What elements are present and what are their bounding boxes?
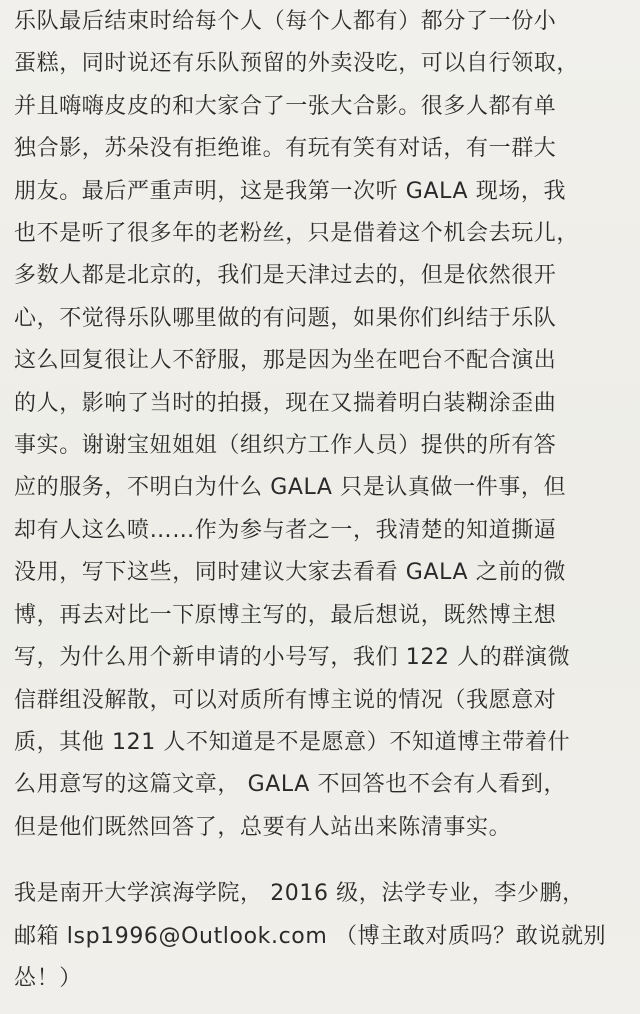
article-paragraph-signature: 我是南开大学滨海学院， 2016 级，法学专业，李少鹏， 邮箱 lsp1996@Outlook.com （博主敢对质吗？敢说就别 怂！） (14, 881, 607, 991)
article-paragraph-statement: 乐队最后结束时给每个人（每个人都有）都分了一份小 蛋糕，同时说还有乐队预留的外卖没吃，可以自行领取， 并且嗨嗨皮皮的和大家合了一张大合影。很多人都有单 独合影，苏朵没有拒绝谁。有玩有笑有对话，有一群大 朋友。最后严重声明，这是我第一次听 GALA 现场，我 也不是听了很多年的老粉丝，只是借着这个机会去玩儿， 多数人都是北京的，我们是天津过去的，但是依然很开 心，不觉得乐队哪里做的有问题，如果你们纠结于乐队 这么回复很让人不舒服，那是因为坐在吧台不配合演出 的人，影响了当时的拍摄，现在又揣着明白装糊涂歪曲 事实。谢谢宝妞姐姐（组织方工作人员）提供的所有答 应的服务，不明白为什么 GALA 只是认真做一件事，但 却有人这么喷……作为参与者之一，我清楚的知道撕逼 没用，写下这些，同时建议大家去看看 GALA 之前的微 博，再去对比一下原博主写的，最后想说，既然博主想 写，为什么用个新申请的小号写，我们 122 人的群演微 信群组没解散，可以对质所有博主说的情况（我愿意对 质，其他 121 人不知道是不是愿意）不知道博主带着什 么用意写的这篇文章， GALA 不回答也不会有人看到， 但是他们既然回答了，总要有人站出来陈清事实。 (14, 9, 580, 840)
